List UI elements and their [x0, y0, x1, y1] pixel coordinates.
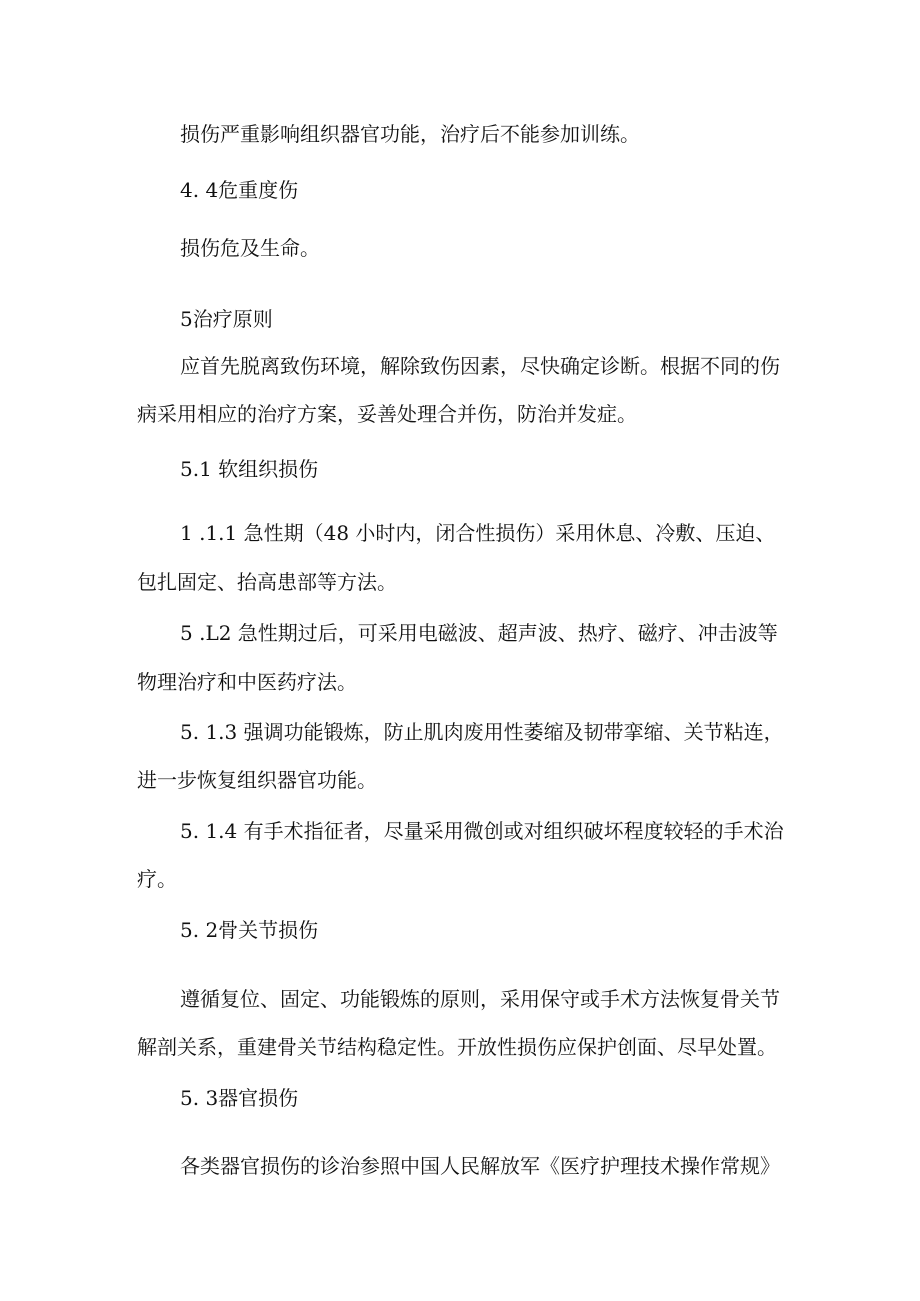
paragraph-line: 5 .L2 急性期过后，可采用电磁波、超声波、热疗、磁疗、冲击波等	[180, 621, 778, 645]
paragraph-line: 物理治疗和中医药疗法。	[137, 670, 357, 694]
paragraph-line: 疗。	[137, 867, 177, 891]
paragraph-line: 损伤严重影响组织器官功能，治疗后不能参加训练。	[180, 122, 640, 146]
paragraph-line: 进一步恢复组织器官功能。	[137, 768, 377, 792]
section-heading-5: 5治疗原则	[180, 307, 273, 331]
section-heading-5-2: 5. 2骨关节损伤	[180, 918, 319, 942]
section-heading-5-1: 5.1 软组织损伤	[180, 457, 319, 481]
paragraph-line: 应首先脱离致伤环境，解除致伤因素，尽快确定诊断。根据不同的伤	[180, 354, 780, 378]
paragraph-line: 5. 1.4 有手术指征者，尽量采用微创或对组织破坏程度较轻的手术治	[180, 819, 784, 843]
paragraph-line: 1 .1.1 急性期（48 小时内，闭合性损伤）采用休息、冷敷、压迫、	[180, 521, 776, 545]
paragraph-line: 损伤危及生命。	[180, 236, 320, 260]
paragraph-line: 各类器官损伤的诊治参照中国人民解放军《医疗护理技术操作常规》	[180, 1154, 780, 1178]
paragraph-line: 解剖关系，重建骨关节结构稳定性。开放性损伤应保护创面、尽早处置。	[137, 1035, 777, 1059]
paragraph-line: 病采用相应的治疗方案，妥善处理合并伤，防治并发症。	[137, 402, 637, 426]
paragraph-line: 5. 1.3 强调功能锻炼，防止肌肉废用性萎缩及韧带挛缩、关节粘连，	[180, 720, 784, 744]
paragraph-line: 包扎固定、抬高患部等方法。	[137, 570, 397, 594]
paragraph-line: 遵循复位、固定、功能锻炼的原则，采用保守或手术方法恢复骨关节	[180, 987, 780, 1011]
section-heading-5-3: 5. 3器官损伤	[180, 1086, 299, 1110]
section-heading-4-4: 4. 4危重度伤	[180, 178, 299, 202]
